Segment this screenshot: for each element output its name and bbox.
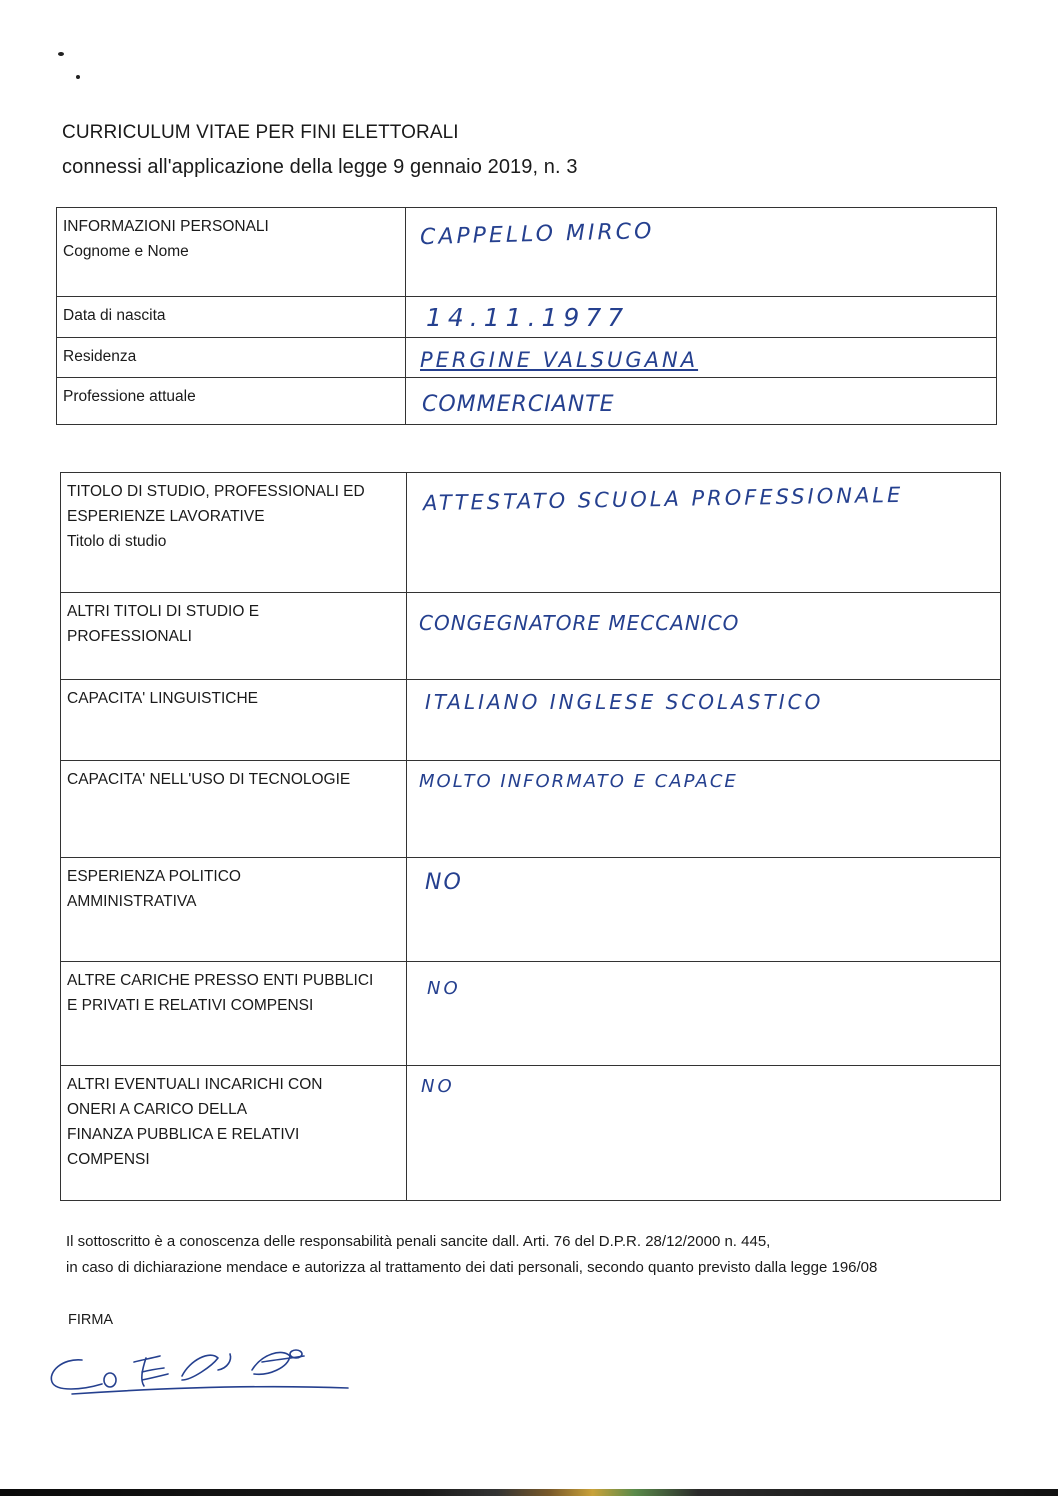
name-label-cell xyxy=(57,208,406,297)
document-subtitle: connessi all'applicazione della legge 9 gennaio 2019, n. 3 xyxy=(62,156,578,178)
languages-value-cell xyxy=(407,680,1001,761)
table-row xyxy=(61,473,1001,593)
studies-value: ATTESTATO SCUOLA PROFESSIONALE xyxy=(422,482,904,516)
studies-label-line: ESPERIENZE LAVORATIVE xyxy=(67,508,265,525)
other-offices-label-cell xyxy=(61,962,407,1066)
other-offices-label-line: ALTRE CARICHE PRESSO ENTI PUBBLICI xyxy=(67,972,374,989)
profession-label: Professione attuale xyxy=(63,388,196,405)
other-assignments-label-line: ALTRI EVENTUALI INCARICHI CON xyxy=(67,1076,323,1093)
other-titles-value-cell xyxy=(407,593,1001,680)
studies-label-line: TITOLO DI STUDIO, PROFESSIONALI ED xyxy=(67,483,365,500)
name-label-heading: INFORMAZIONI PERSONALI xyxy=(63,218,269,235)
table-row xyxy=(61,858,1001,962)
other-offices-value: NO xyxy=(427,978,461,999)
profession-value: COMMERCIANTE xyxy=(422,392,615,417)
political-experience-label-line: AMMINISTRATIVA xyxy=(67,893,197,910)
other-offices-value-cell xyxy=(407,962,1001,1066)
languages-label-cell xyxy=(61,680,407,761)
languages-value: ITALIANO INGLESE SCOLASTICO xyxy=(425,690,824,714)
name-label: Cognome e Nome xyxy=(63,243,189,260)
technology-label-cell xyxy=(61,761,407,858)
name-value-cell xyxy=(406,208,997,297)
table-row xyxy=(57,338,997,378)
political-experience-label-line: ESPERIENZA POLITICO xyxy=(67,868,241,885)
signature-label: FIRMA xyxy=(68,1312,114,1328)
profession-value-cell xyxy=(406,378,997,425)
birth-label: Data di nascita xyxy=(63,307,166,324)
scan-speck xyxy=(58,52,64,56)
studies-table xyxy=(60,472,1001,1201)
birth-value-cell xyxy=(406,297,997,338)
other-titles-label-cell xyxy=(61,593,407,680)
table-row xyxy=(61,680,1001,761)
scan-speck xyxy=(76,75,80,79)
table-row xyxy=(61,1066,1001,1201)
political-experience-label-cell xyxy=(61,858,407,962)
other-assignments-value: NO xyxy=(421,1076,455,1097)
handwritten-signature xyxy=(42,1340,362,1410)
political-experience-value: NO xyxy=(425,870,463,895)
document-title: CURRICULUM VITAE PER FINI ELETTORALI xyxy=(62,122,459,143)
residence-value: PERGINE VALSUGANA xyxy=(420,348,699,372)
name-value: CAPPELLO MIRCO xyxy=(419,218,655,251)
table-row xyxy=(61,761,1001,858)
table-row xyxy=(57,378,997,425)
other-titles-label-line: ALTRI TITOLI DI STUDIO E xyxy=(67,603,260,620)
residence-label: Residenza xyxy=(63,348,137,365)
languages-label: CAPACITA' LINGUISTICHE xyxy=(67,690,258,707)
other-offices-label-line: E PRIVATI E RELATIVI COMPENSI xyxy=(67,997,314,1014)
technology-value-cell xyxy=(407,761,1001,858)
scan-edge-strip xyxy=(0,1489,1058,1496)
personal-info-table xyxy=(56,207,997,425)
technology-label: CAPACITA' NELL'USO DI TECNOLOGIE xyxy=(67,771,351,788)
other-assignments-label-line: COMPENSI xyxy=(67,1151,150,1168)
residence-label-cell xyxy=(57,338,406,378)
birth-label-cell xyxy=(57,297,406,338)
other-assignments-label-line: FINANZA PUBBLICA E RELATIVI xyxy=(67,1126,300,1143)
other-titles-label-line: PROFESSIONALI xyxy=(67,628,192,645)
declaration-line: Il sottoscritto è a conoscenza delle responsabilità penali sancite dall. Arti. 76 del D.P.R. 28/12/2000 n. 445, xyxy=(66,1233,771,1250)
table-row xyxy=(57,208,997,297)
studies-label-cell xyxy=(61,473,407,593)
other-assignments-label-line: ONERI A CARICO DELLA xyxy=(67,1101,248,1118)
other-assignments-value-cell xyxy=(407,1066,1001,1201)
studies-value-cell xyxy=(407,473,1001,593)
residence-value-cell xyxy=(406,338,997,378)
profession-label-cell xyxy=(57,378,406,425)
table-row xyxy=(61,593,1001,680)
birth-value: 14.11.1977 xyxy=(426,303,630,332)
studies-label-line: Titolo di studio xyxy=(67,533,167,550)
other-assignments-label-cell xyxy=(61,1066,407,1201)
table-row xyxy=(57,297,997,338)
declaration-line: in caso di dichiarazione mendace e autorizza al trattamento dei dati personali, secondo quanto previsto dalla legge 196/08 xyxy=(66,1259,878,1276)
technology-value: MOLTO INFORMATO E CAPACE xyxy=(419,771,738,792)
political-experience-value-cell xyxy=(407,858,1001,962)
other-titles-value: CONGEGNATORE MECCANICO xyxy=(419,611,740,635)
table-row xyxy=(61,962,1001,1066)
